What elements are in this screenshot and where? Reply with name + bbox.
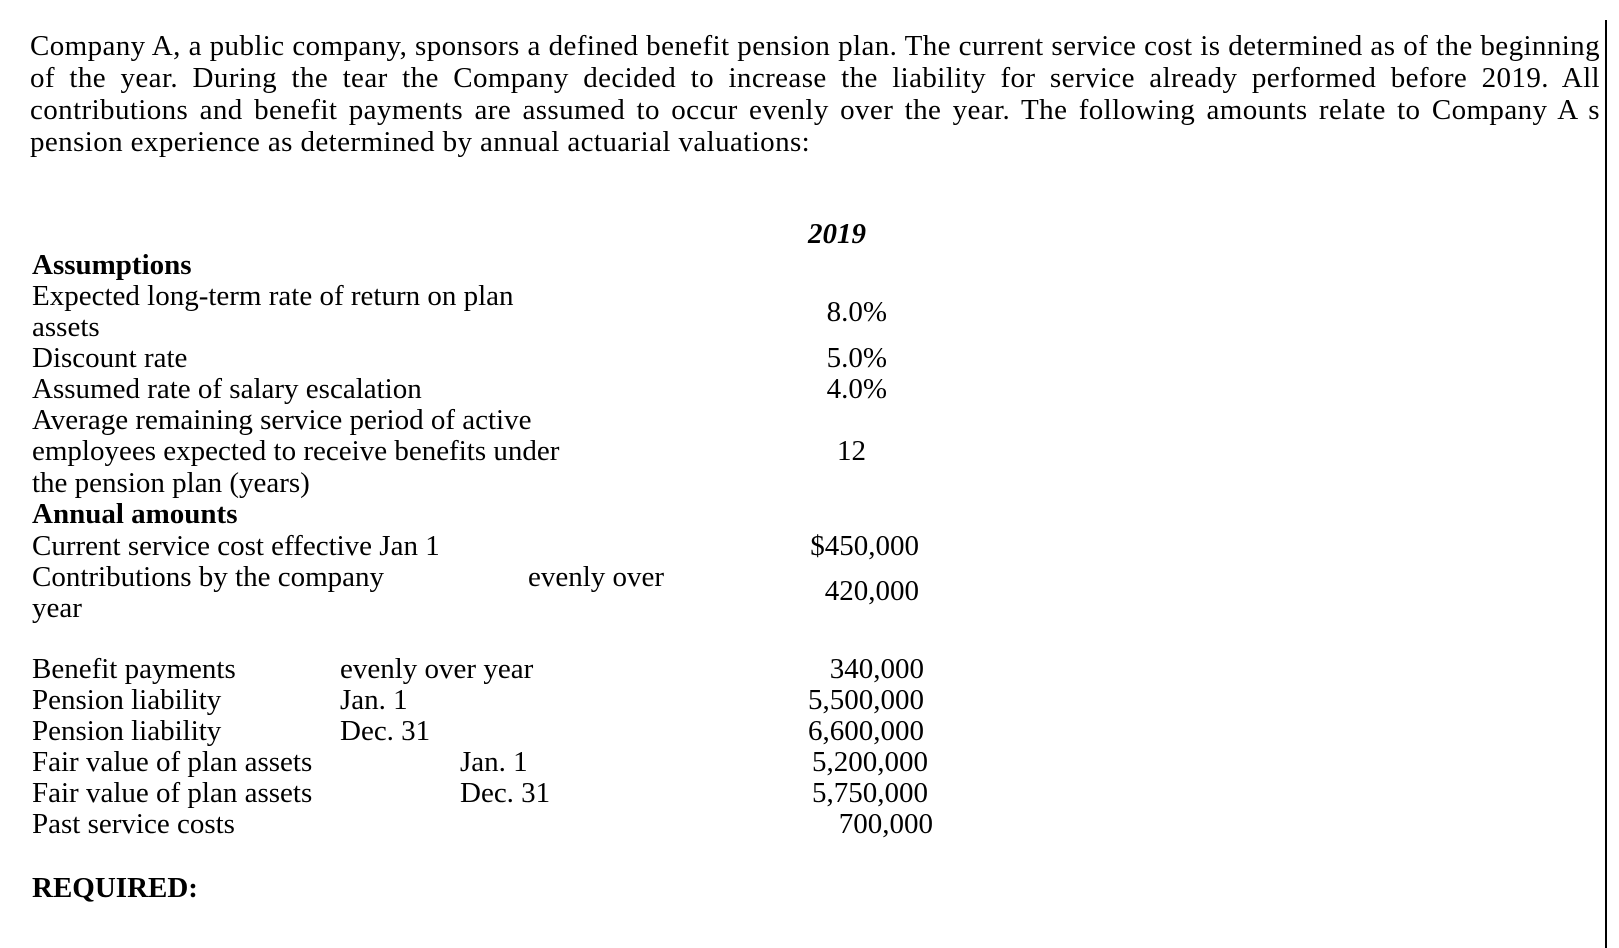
annual-label: Pension liability bbox=[32, 684, 222, 716]
assumptions-heading: Assumptions bbox=[32, 249, 192, 281]
annual-value: $450,000 bbox=[810, 530, 919, 562]
annual-qualifier: evenly over year bbox=[340, 653, 534, 685]
year-column-header: 2019 bbox=[808, 218, 866, 250]
annual-label: Current service cost effective Jan 1 bbox=[32, 530, 440, 562]
assumption-value: 5.0% bbox=[826, 342, 887, 374]
annual-label: Contributions by the company bbox=[32, 561, 384, 593]
assumption-value: 12 bbox=[837, 435, 866, 467]
annual-amounts-heading: Annual amounts bbox=[32, 498, 238, 530]
annual-value: 5,200,000 bbox=[812, 746, 928, 778]
assumption-value: 8.0% bbox=[826, 296, 887, 328]
annual-value: 5,500,000 bbox=[808, 684, 924, 716]
annual-qualifier: evenly over bbox=[528, 561, 665, 593]
annual-label: year bbox=[32, 592, 82, 624]
annual-label: Past service costs bbox=[32, 808, 235, 840]
annual-label: Benefit payments bbox=[32, 653, 236, 685]
annual-value: 700,000 bbox=[838, 808, 933, 840]
annual-label: Fair value of plan assets bbox=[32, 777, 313, 809]
assumption-value: 4.0% bbox=[826, 373, 887, 405]
assumption-label: the pension plan (years) bbox=[32, 467, 310, 499]
assumption-label: employees expected to receive benefits under bbox=[32, 435, 560, 467]
assumption-label: Average remaining service period of active bbox=[32, 404, 532, 436]
assumption-label: assets bbox=[32, 311, 100, 343]
annual-qualifier: Jan. 1 bbox=[460, 746, 528, 778]
required-heading: REQUIRED: bbox=[32, 872, 198, 904]
assumption-label: Expected long-term rate of return on plan bbox=[32, 280, 514, 312]
annual-qualifier: Dec. 31 bbox=[460, 777, 551, 809]
annual-label: Fair value of plan assets bbox=[32, 746, 313, 778]
annual-qualifier: Dec. 31 bbox=[340, 715, 431, 747]
annual-value: 420,000 bbox=[824, 575, 919, 607]
annual-value: 340,000 bbox=[829, 653, 924, 685]
right-border-rule bbox=[1605, 20, 1607, 948]
assumption-label: Assumed rate of salary escalation bbox=[32, 373, 422, 405]
annual-value: 6,600,000 bbox=[808, 715, 924, 747]
annual-value: 5,750,000 bbox=[812, 777, 928, 809]
annual-qualifier: Jan. 1 bbox=[340, 684, 408, 716]
intro-paragraph: Company A, a public company, sponsors a defined benefit pension plan. The current service cost is determined as of the beginning of the year. During the tear the Company decided to increase the liability for service already performed before 2019. All contributions and benefit payments are assumed to occur evenly over the year. The following amounts relate to Company A s pension experience as determined by annual actuarial valuations: bbox=[30, 30, 1600, 158]
annual-label: Pension liability bbox=[32, 715, 222, 747]
assumption-label: Discount rate bbox=[32, 342, 188, 374]
